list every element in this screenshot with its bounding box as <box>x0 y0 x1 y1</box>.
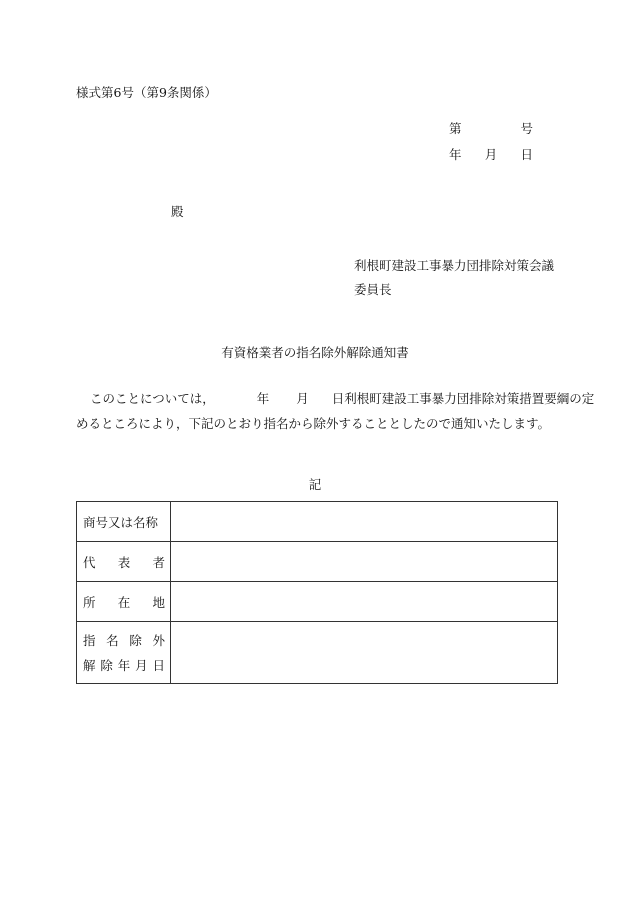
body-paragraph-line-2: めるところにより，下記のとおり指名から除外することとしたので通知いたします。 <box>76 416 551 431</box>
body-month: 月 <box>296 391 309 406</box>
label-char: 在 <box>117 594 131 610</box>
label-char: 名 <box>106 632 119 648</box>
doc-number-suffix: 号 <box>520 121 533 136</box>
label-char: 外 <box>152 632 165 648</box>
label-char: 地 <box>152 594 165 610</box>
document-title: 有資格業者の指名除外解除通知書 <box>221 345 409 360</box>
label-char: 解 <box>83 657 96 673</box>
table-row <box>77 622 558 684</box>
body-paragraph-line-1 <box>90 393 594 406</box>
value-cell-address[interactable] <box>171 582 558 622</box>
recipient-honorific: 殿 <box>171 204 184 219</box>
value-cell-release-date[interactable] <box>171 622 558 684</box>
ki-heading: 記 <box>308 477 322 492</box>
body-year: 年 <box>256 391 270 406</box>
table-row <box>77 502 558 542</box>
label-char: 指 <box>83 632 96 648</box>
document-number <box>449 123 533 136</box>
row-label-company-name <box>77 502 171 542</box>
label-char: 日 <box>152 657 165 673</box>
date-month: 月 <box>484 147 498 162</box>
label-char: 表 <box>117 554 131 570</box>
body-line1-start: このことについては， <box>90 391 215 406</box>
label-char: 除 <box>129 632 142 648</box>
label-char: 年 <box>117 657 131 673</box>
row-label-representative <box>77 542 171 582</box>
date-day: 日 <box>520 147 533 162</box>
label-text: 商号又は名称 <box>83 514 159 530</box>
document-date <box>449 149 533 162</box>
sender-organization: 利根町建設工事暴力団排除対策会議 <box>354 258 555 273</box>
table-row <box>77 542 558 582</box>
label-char: 所 <box>83 594 96 610</box>
sender-title: 委員長 <box>354 282 392 297</box>
doc-number-prefix: 第 <box>449 121 462 136</box>
label-char: 者 <box>152 554 165 570</box>
row-label-address <box>77 582 171 622</box>
row-label-release-date <box>77 622 171 684</box>
table-row <box>77 582 558 622</box>
body-line1-end: 日利根町建設工事暴力団排除対策措置要綱の定 <box>331 391 595 406</box>
value-cell-company-name[interactable] <box>171 502 558 542</box>
label-char: 月 <box>135 657 148 673</box>
date-year: 年 <box>449 147 462 162</box>
label-char: 除 <box>100 657 113 673</box>
details-table <box>76 501 558 684</box>
label-char: 代 <box>83 554 96 570</box>
form-number: 様式第6号（第9条関係） <box>76 85 217 100</box>
value-cell-representative[interactable] <box>171 542 558 582</box>
